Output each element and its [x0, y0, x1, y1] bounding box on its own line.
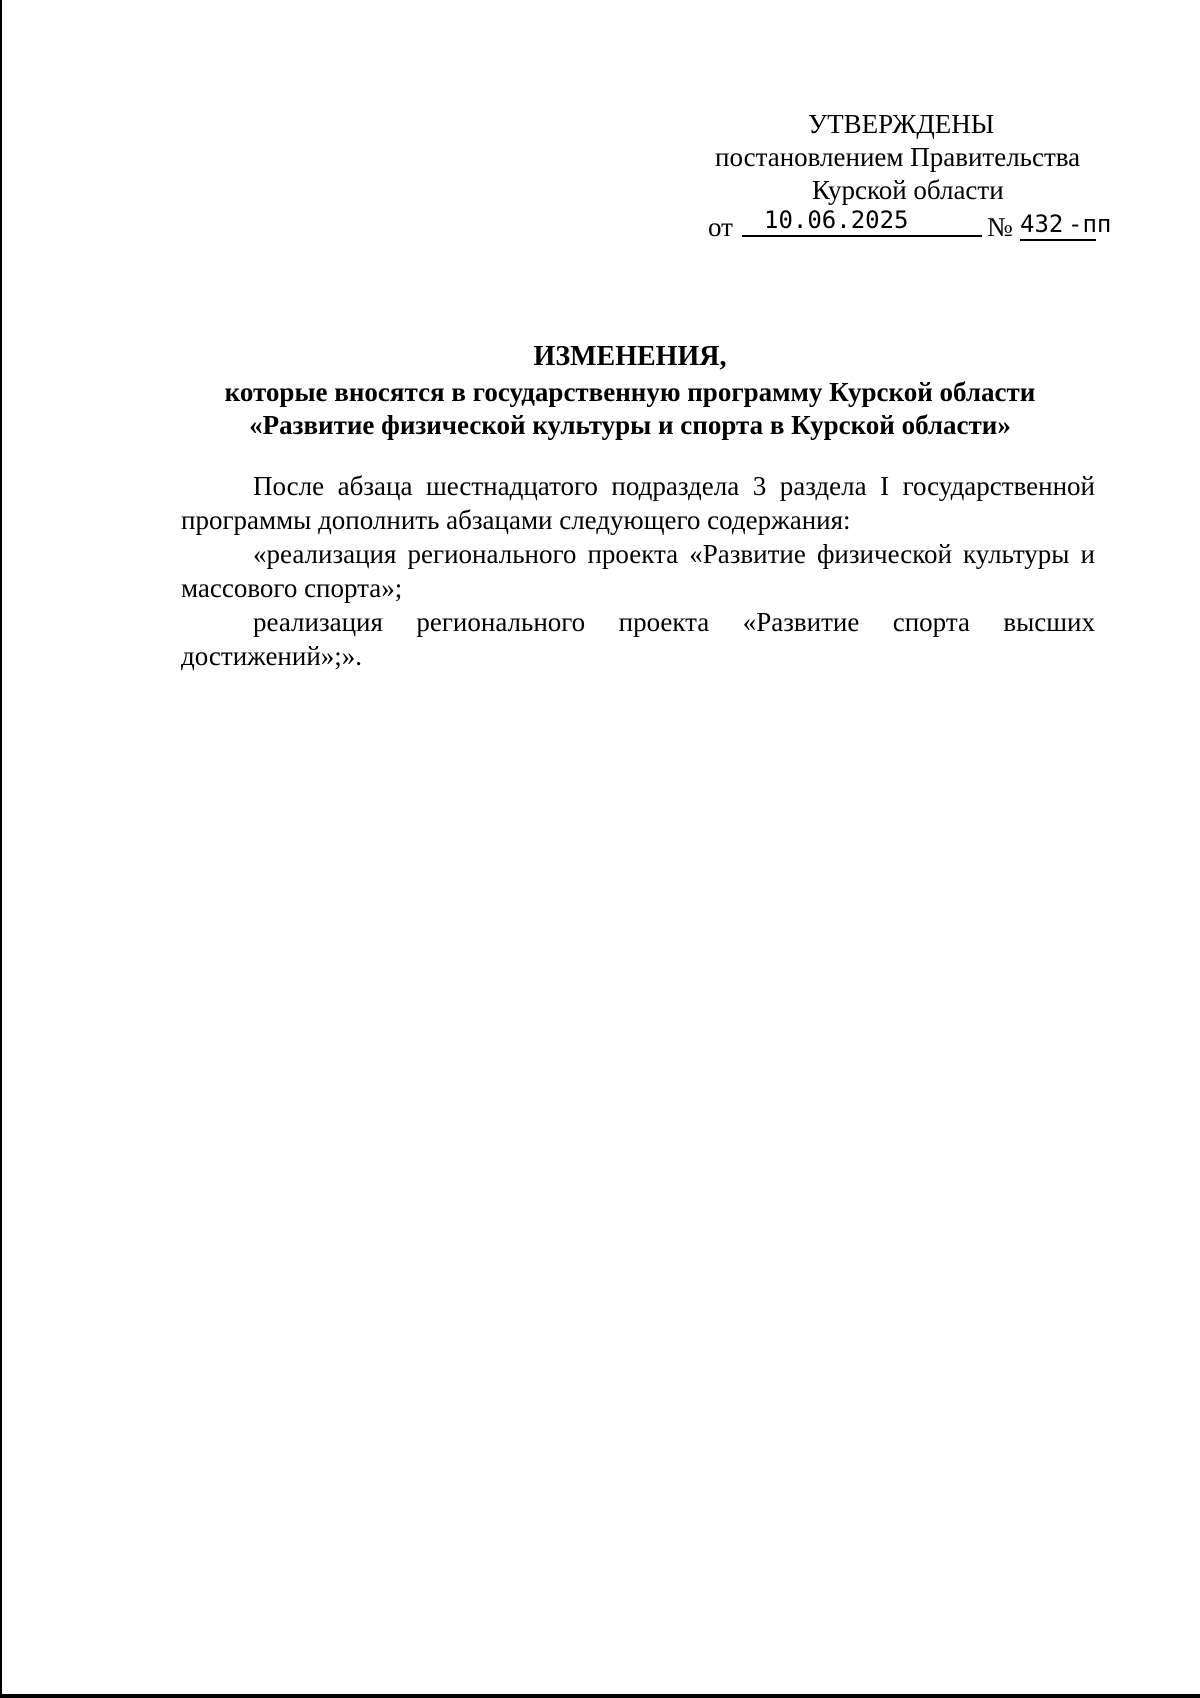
- document-date: 10.06.2025: [742, 207, 982, 237]
- approval-date-line: [700, 207, 1120, 241]
- body-paragraph: «реализация регионального проекта «Развитие физической культуры и массового спорта»;: [181, 539, 1095, 603]
- date-prefix: от: [708, 212, 733, 242]
- approval-block: [700, 108, 1120, 241]
- scan-edge-bottom: [0, 1694, 1200, 1698]
- document-body: [181, 469, 1095, 673]
- approval-region: Курской области: [812, 175, 1004, 205]
- document-title: ИЗМЕНЕНИЯ,: [533, 341, 727, 372]
- body-paragraph: реализация регионального проекта «Развитие спорта высших достижений»;».: [181, 607, 1095, 671]
- approval-issuer: постановлением Правительства: [715, 142, 1081, 172]
- document-heading: [180, 338, 1080, 442]
- body-paragraph: После абзаца шестнадцатого подраздела 3 раздела I государственной программы дополнить абзацами следующего содержания:: [181, 471, 1095, 535]
- number-sign: №: [987, 212, 1013, 242]
- document-number-value: 432: [1020, 210, 1064, 238]
- scan-edge-left: [0, 0, 2, 1698]
- approval-title: УТВЕРЖДЕНЫ: [808, 109, 995, 139]
- document-subtitle-line1: которые вносятся в государственную программу Курской области: [224, 377, 1036, 407]
- document-number-suffix: -пп: [1068, 210, 1112, 238]
- document-subtitle-line2: «Развитие физической культуры и спорта в Курской области»: [249, 410, 1011, 440]
